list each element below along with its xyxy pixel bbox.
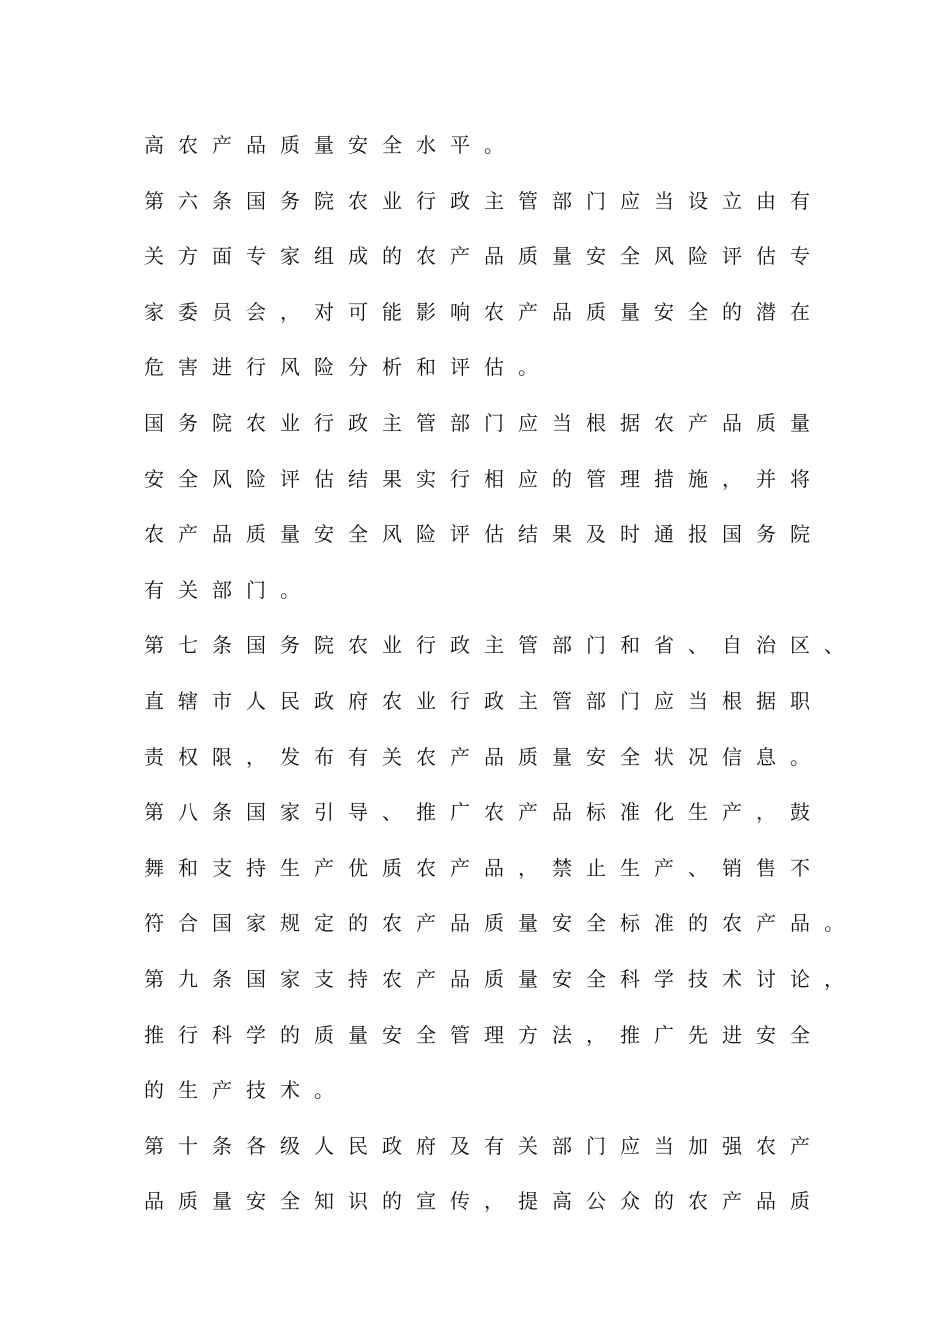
text-line: 安全风险评估结果实行相应的管理措施，并将 (144, 466, 824, 491)
text-line: 第八条国家引导、推广农产品标准化生产，鼓 (144, 800, 824, 825)
text-line: 舞和支持生产优质农产品，禁止生产、销售不 (144, 855, 824, 880)
text-line: 推行科学的质量安全管理方法，推广先进安全 (144, 1022, 824, 1047)
text-line: 第七条国务院农业行政主管部门和省、自治区、 (144, 633, 858, 658)
text-line: 危害进行风险分析和评估。 (144, 355, 552, 380)
text-line: 责权限，发布有关农产品质量安全状况信息。 (144, 744, 824, 769)
text-line: 第六条国务院农业行政主管部门应当设立由有 (144, 188, 824, 213)
text-line: 国务院农业行政主管部门应当根据农产品质量 (144, 410, 824, 435)
text-line: 符合国家规定的农产品质量安全标准的农产品。 (144, 911, 858, 936)
body-text (144, 125, 858, 1237)
text-line: 家委员会，对可能影响农产品质量安全的潜在 (144, 299, 824, 324)
text-line: 直辖市人民政府农业行政主管部门应当根据职 (144, 688, 824, 713)
text-line: 关方面专家组成的农产品质量安全风险评估专 (144, 244, 824, 269)
text-line: 有关部门。 (144, 577, 314, 602)
text-line: 品质量安全知识的宣传，提高公众的农产品质 (144, 1189, 824, 1214)
text-line: 第九条国家支持农产品质量安全科学技术讨论， (144, 966, 858, 991)
text-line: 的生产技术。 (144, 1078, 348, 1103)
text-line: 高农产品质量安全水平。 (144, 133, 518, 157)
text-line: 第十条各级人民政府及有关部门应当加强农产 (144, 1133, 824, 1158)
text-line: 农产品质量安全风险评估结果及时通报国务院 (144, 522, 824, 547)
